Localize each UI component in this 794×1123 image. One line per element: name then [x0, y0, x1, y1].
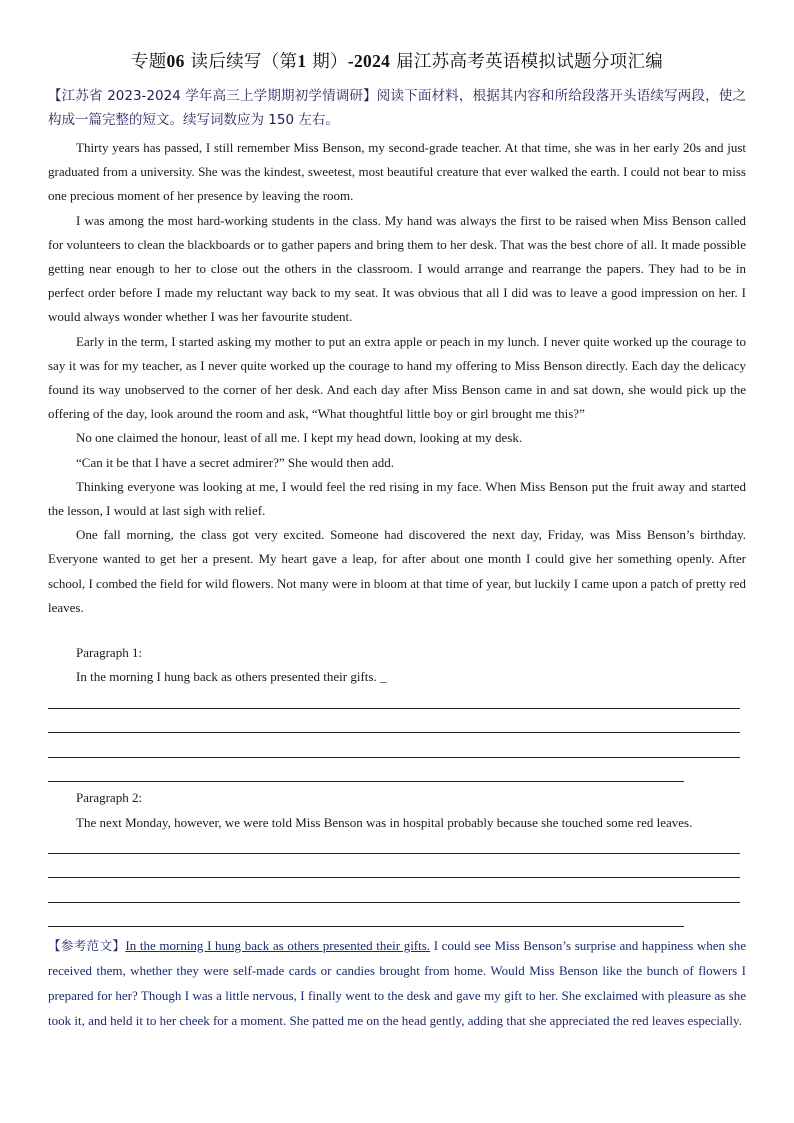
- task-instruction: [48, 84, 746, 132]
- paragraph-2-label: Paragraph 2:: [76, 790, 143, 805]
- answer-line: [48, 732, 740, 733]
- answer-line: [48, 902, 740, 903]
- answer-line: [48, 877, 740, 878]
- story-paragraph: Early in the term, I started asking my mother to put an extra apple or peach in my lunch. I never quite worked up the courage to say it was for my teacher, as I never quite worked up the courage to hand my offering to Miss Benson directly. Each day the delicacy found its way unobserved to the corner of her desk. And each day after Miss Benson came in and sat down, she would pick up the offering of the day, look around the room and ask, “What thoughtful little boy or girl brought me this?”: [48, 333, 746, 422]
- instruction-text: 阅读下面材料，根据其内容和所给段落开头语续写两段，使之构成一篇完整的短文。续写词数应为 150 左右。: [48, 88, 747, 128]
- answer-line: [48, 853, 740, 854]
- answer-line: [48, 781, 684, 782]
- source-label: 【江苏省 2023-2024 学年高三上学期期初学情调研】: [48, 88, 377, 104]
- paragraph-2-opening: The next Monday, however, we were told Miss Benson was in hospital probably because she touched some red leaves.: [76, 815, 693, 830]
- paragraph-1-label: Paragraph 1:: [76, 645, 143, 660]
- page-title: 专题06 读后续写（第1 期）-2024 届江苏高考英语模拟试题分项汇编: [130, 51, 664, 72]
- reference-answer-text: I could see Miss Benson’s surprise and happiness when she received them, whether they were self-made cards or candies brought from home. Would Miss Benson like the bunch of flowers I prepared for her? Though I was a little nervous, I finally went to the desk and gave my gift to her. She exclaimed with pleasure as she took it, and held it to her cheek for a moment. She patted me on the head gently, adding that she appreciated the red leaves especially.: [48, 938, 746, 1028]
- story-paragraph: Thirty years has passed, I still remember Miss Benson, my second-grade teacher. At that time, she was in her early 20s and just graduated from a university. She was the kindest, sweetest, most beautiful creature that ever walked the earth. I could not bear to miss one precious moment of her presence by leaving the room.: [48, 140, 746, 204]
- story-paragraph: “Can it be that I have a secret admirer?” She would then add.: [76, 454, 395, 470]
- story-paragraph: Thinking everyone was looking at me, I would feel the red rising in my face. When Miss Benson put the fruit away and started the lesson, I would at last sigh with relief.: [48, 478, 746, 519]
- answer-line: [48, 708, 740, 709]
- answer-line: [48, 926, 684, 927]
- reference-answer-opening: In the morning I hung back as others presented their gifts.: [125, 938, 431, 953]
- answer-line: [48, 757, 740, 758]
- paragraph-1-opening: In the morning I hung back as others presented their gifts. _: [76, 669, 387, 684]
- story-paragraph: I was among the most hard-working students in the class. My hand was always the first to be raised when Miss Benson called for volunteers to clean the blackboards or to gather papers and bring them to her desk. That was the best chore of all. It made possible getting near enough to her to close out the others in the classroom. I would arrange and rearrange the papers. They had to be in perfect order before I made my reluctant way back to my seat. It was obvious that all I did was to leave a good impression on her. I would always wonder whether I was her favourite student.: [48, 212, 746, 325]
- story-text: [48, 136, 746, 620]
- story-paragraph: One fall morning, the class got very excited. Someone had discovered the next day, Friday, was Miss Benson’s birthday. Everyone wanted to get her a present. My heart gave a leap, for after about one month I could give her something openly. After school, I combed the field for wild flowers. Not many were in bloom at that time of year, but luckily I came upon a patch of pretty red leaves.: [48, 527, 746, 615]
- reference-answer: [48, 933, 746, 1033]
- story-paragraph: No one claimed the honour, least of all me. I kept my head down, looking at my desk.: [76, 430, 523, 446]
- reference-answer-tag: 【参考范文】: [48, 938, 126, 953]
